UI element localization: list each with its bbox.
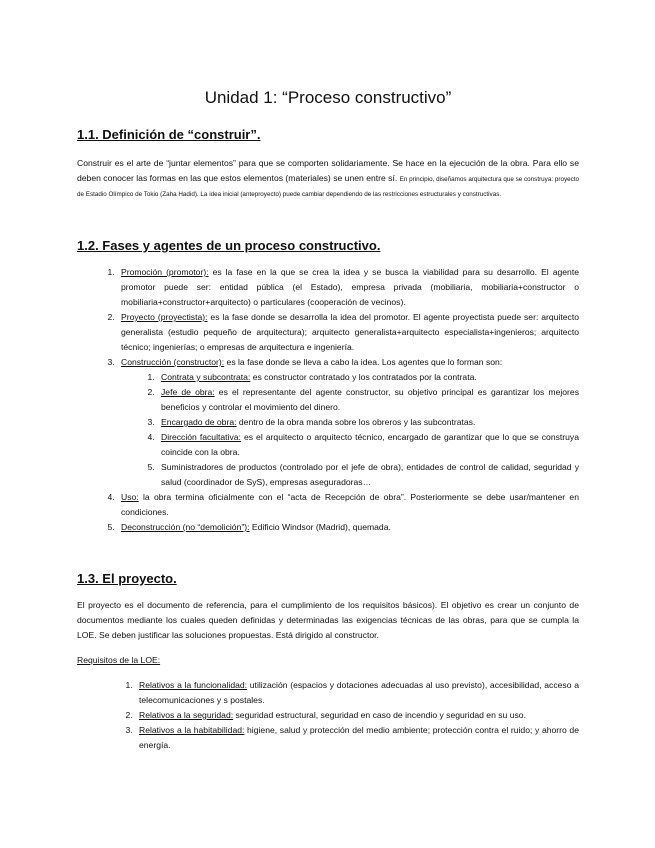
- phase-term: Uso:: [121, 492, 139, 502]
- list-item: [117, 310, 579, 355]
- document-page: [77, 88, 579, 753]
- agent-text: es constructor contratado y los contratados por la contrata.: [250, 372, 477, 382]
- requirements-title: Requisitos de la LOE:: [77, 655, 161, 665]
- section-heading-1: 1.1. Definición de “construir”.: [77, 127, 261, 142]
- construction-agents-list: [121, 370, 579, 490]
- list-item: [117, 520, 579, 535]
- requirement-text: utilización (espacios y dotaciones adecuadas al uso previsto), accesibilidad, acceso a telecomunicaciones y s postales.: [139, 680, 579, 705]
- list-item: [135, 708, 579, 723]
- phase-term: Construcción (constructor):: [121, 357, 225, 367]
- phases-list: [77, 265, 579, 535]
- phase-text: es la fase donde se desarrolla la idea del promotor. El agente proyectista puede ser: arquitecto generalista (estudio pequeño de arquitectura); arquitecto generalista+arquitecto especialista+ingenieros; arquitecto técnico; ingenierías; o empresas de arquitectura e ingeniería.: [121, 312, 579, 352]
- requirement-text: seguridad estructural, seguridad en caso de incendio y seguridad en su uso.: [233, 710, 526, 720]
- project-body: El proyecto es el documento de referencia, para el cumplimiento de los requisitos básicos). El objetivo es crear un conjunto de documentos mediante los cuales queden definidas y determinadas las exigencias técnicas de las obras, para que se cumpla la LOE. Se deben justificar las soluciones propuestas. Está dirigido al constructor.: [77, 600, 579, 640]
- phase-text: la obra termina oficialmente con el “acta de Recepción de obra”. Posteriormente se debe usar/mantener en condiciones.: [121, 492, 579, 517]
- list-item: [135, 723, 579, 753]
- requirement-term: Relativos a la seguridad:: [139, 710, 234, 720]
- requirement-text: higiene, salud y protección del medio ambiente; protección contra el ruido; y ahorro de energía.: [139, 725, 579, 750]
- agent-term: Jefe de obra:: [161, 387, 215, 397]
- phase-term: Promoción (promotor):: [121, 267, 209, 277]
- list-item: [117, 355, 579, 490]
- list-item: [157, 385, 579, 415]
- agent-term: Encargado de obra:: [161, 417, 237, 427]
- definition-text: Construir es el arte de “juntar elementos” para que se comporten solidariamente. Se hace en la ejecución de la obra. Para ello se deben conocer las formas en las que estos elementos (materiales) se unen entre sí.: [77, 158, 579, 183]
- list-item: [157, 415, 579, 430]
- list-item: [135, 678, 579, 708]
- section-heading-2: 1.2. Fases y agentes de un proceso constructivo.: [77, 238, 381, 253]
- section-heading-3: 1.3. El proyecto.: [77, 571, 177, 586]
- list-item: [117, 265, 579, 310]
- agent-text: es el representante del agente constructor, su objetivo principal es garantizar los mejores beneficios y controlar el movimiento del dinero.: [161, 387, 579, 412]
- phase-text: es la fase en la que se crea la idea y se busca la viabilidad para su desarrollo. El agente promotor puede ser: entidad pública (el Estado), empresa privada (mobiliaria, mobiliaria+constructor o mobiliaria+constructor+arquitecto) o particulares (cooperación de vecinos).: [121, 267, 579, 307]
- agent-text: dentro de la obra manda sobre los obreros y las subcontratas.: [236, 417, 476, 427]
- agent-term: Dirección facultativa:: [161, 432, 241, 442]
- phase-text: es la fase donde se lleva a cabo la idea. Los agentes que lo forman son:: [224, 357, 503, 367]
- phase-text: Edificio Windsor (Madrid), quemada.: [249, 522, 391, 532]
- phase-term: Proyecto (proyectista):: [121, 312, 208, 322]
- document-title: Unidad 1: “Proceso constructivo”: [204, 88, 452, 107]
- list-item: [157, 460, 579, 490]
- section-1-body: [77, 156, 579, 201]
- list-item: [157, 430, 579, 460]
- requirement-term: Relativos a la funcionalidad:: [139, 680, 248, 690]
- requirement-term: Relativos a la habitabilidad:: [139, 725, 245, 735]
- agent-term: Contrata y subcontrata:: [161, 372, 251, 382]
- requirements-list: [77, 678, 579, 753]
- definition-note: En principio, diseñamos arquitectura que se construya: proyecto de Estadio Olímpico de Tokio (Zaha Hadid). La idea inicial (anteproyecto) puede cambiar dependiendo de las restricciones estructurales y constructivas.: [77, 176, 579, 198]
- list-item: [157, 370, 579, 385]
- phase-term: Deconstrucción (no “demolición”):: [121, 522, 250, 532]
- agent-text: Suministradores de productos (controlado por el jefe de obra), entidades de control de calidad, seguridad y salud (coordinador de SyS), empresas aseguradoras…: [161, 462, 579, 487]
- agent-text: es el arquitecto o arquitecto técnico, encargado de garantizar que lo que se construya coincide con la obra.: [161, 432, 580, 457]
- list-item: [117, 490, 579, 520]
